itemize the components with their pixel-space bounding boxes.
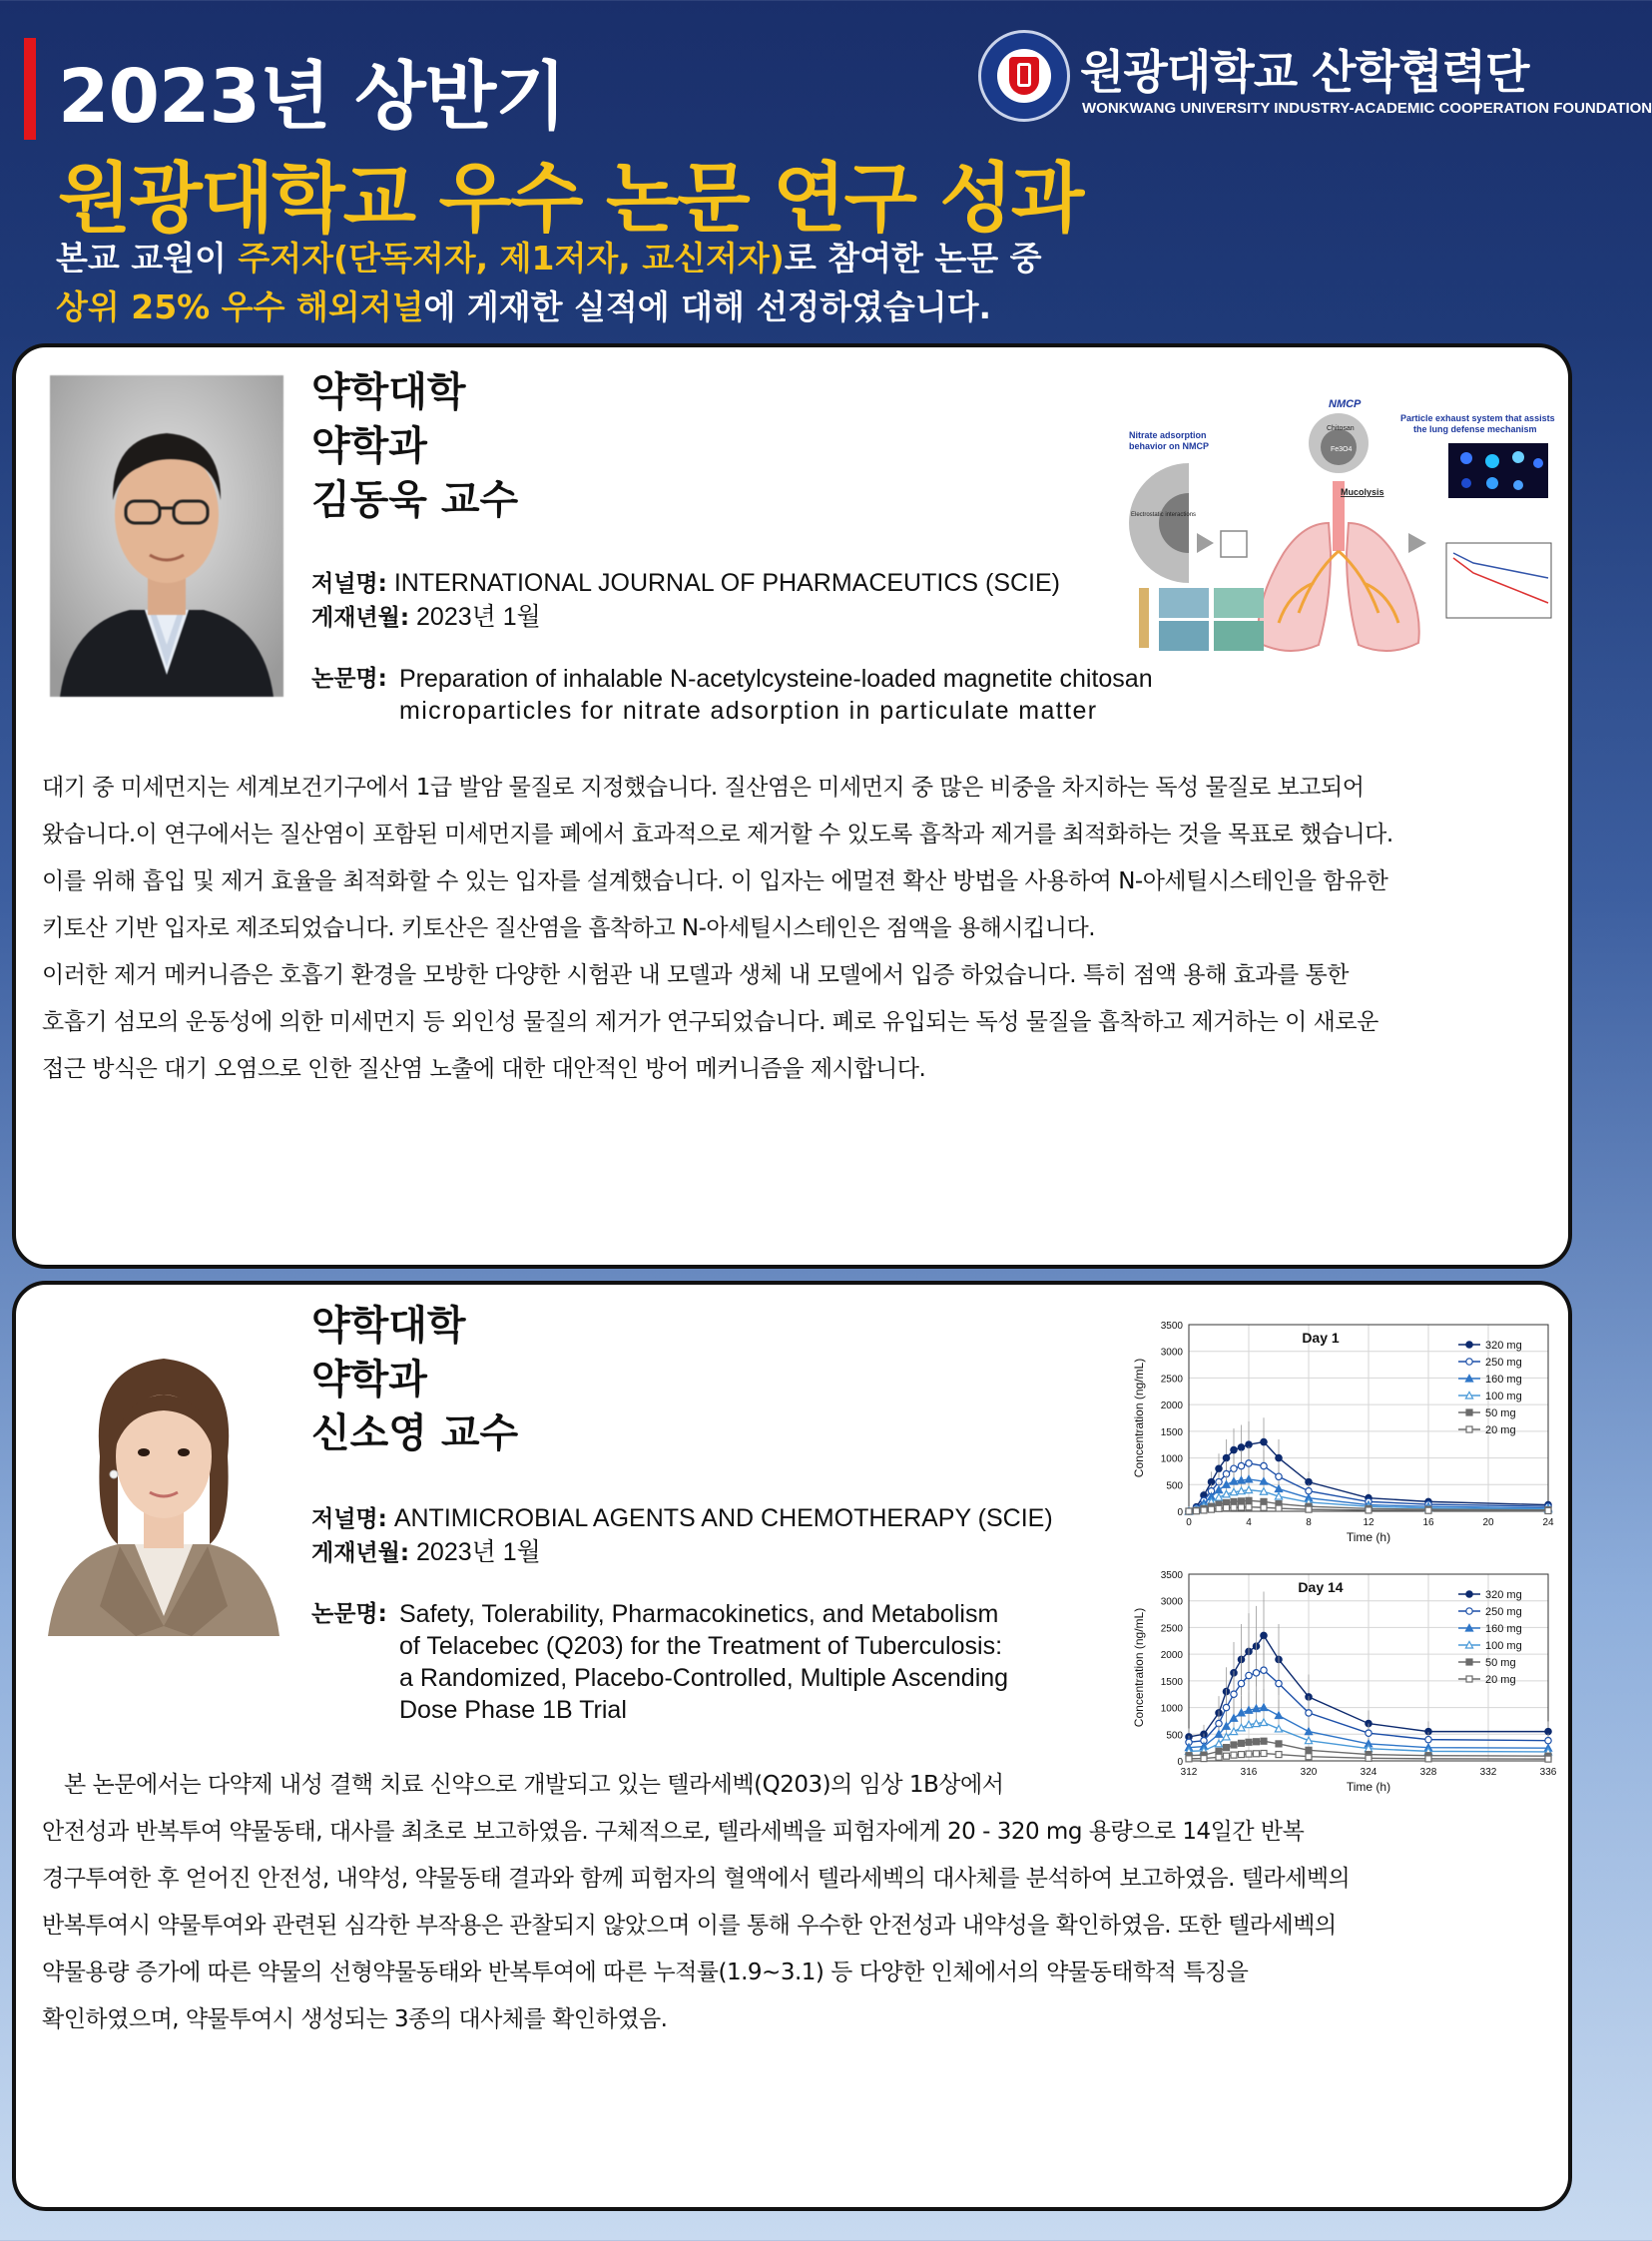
data-point [1246, 1460, 1252, 1466]
data-point [1246, 1751, 1252, 1757]
intro-line1-a: 본교 교원이 [56, 239, 239, 278]
date-label: 게재년월: [311, 1540, 410, 1566]
y-tick-label: 1500 [1160, 1426, 1183, 1438]
data-point [1545, 1737, 1551, 1743]
figure-chitosan-label: Chitosan [1327, 425, 1355, 432]
org-name-korean: 원광대학교 산학협력단 [1080, 45, 1529, 99]
paper-title-line: Safety, Tolerability, Pharmacokinetics, and Metabolism [399, 1600, 999, 1628]
legend-label: 50 mg [1485, 1657, 1516, 1669]
y-tick-label: 1000 [1160, 1703, 1183, 1715]
data-point [1261, 1751, 1267, 1757]
data-point [1239, 1752, 1245, 1758]
journal-label: 저널명: [311, 571, 387, 597]
professor-photo [50, 375, 283, 697]
intro-line2-highlight: 상위 25% 우수 해외저널 [56, 287, 424, 326]
y-tick-label: 3000 [1160, 1596, 1183, 1608]
date-label: 게재년월: [311, 605, 410, 631]
data-point [1231, 1752, 1237, 1758]
x-tick-label: 24 [1542, 1517, 1554, 1528]
paper-title-line: microparticles for nitrate adsorption in particulate matter [399, 697, 1098, 725]
journal-name: INTERNATIONAL JOURNAL OF PHARMACEUTICS (SCIE) [393, 569, 1060, 597]
legend-label: 20 mg [1485, 1674, 1516, 1686]
data-point [1246, 1739, 1252, 1745]
data-point [1201, 1507, 1207, 1513]
figure-fe3o4-label: Fe3O4 [1331, 446, 1353, 453]
y-tick-label: 1000 [1160, 1453, 1183, 1465]
data-point [1261, 1438, 1267, 1444]
professor-name: 신소영 교수 [311, 1410, 519, 1456]
data-point [1276, 1752, 1282, 1758]
data-point [1261, 1498, 1267, 1504]
pk-chart-svg [1109, 1309, 1558, 1818]
figure-left-heading-1: Nitrate adsorption [1129, 430, 1207, 440]
y-tick-label: 0 [1177, 1507, 1183, 1518]
legend-marker [1466, 1426, 1472, 1432]
x-tick-label: 20 [1482, 1517, 1494, 1528]
data-point [1545, 1507, 1551, 1513]
y-tick-label: 3500 [1160, 1570, 1183, 1581]
x-tick-label: 320 [1300, 1767, 1318, 1778]
pk-charts [1109, 1309, 1558, 1818]
x-axis-label: Time (h) [1346, 1530, 1391, 1544]
data-point [1231, 1446, 1237, 1452]
paper-title-line: of Telacebec (Q203) for the Treatment of Tuberculosis: [399, 1632, 1003, 1660]
data-point [1238, 1462, 1244, 1468]
intro-line2-b: 에 게재한 실적에 대해 선정하였습니다. [423, 287, 992, 326]
data-point [1223, 1454, 1229, 1460]
data-point [1261, 1504, 1267, 1510]
figure-title: NMCP [1329, 398, 1362, 410]
x-tick-label: 8 [1306, 1517, 1312, 1528]
x-axis-label: Time (h) [1346, 1780, 1391, 1794]
legend-marker [1466, 1359, 1472, 1365]
y-tick-label: 0 [1177, 1757, 1183, 1768]
data-point [1425, 1756, 1431, 1762]
x-tick-label: 328 [1419, 1767, 1437, 1778]
summary-line: 반복투여시 약물투여와 관련된 심각한 부작용은 관찰되지 않았으며 이를 통해 우수한 안전성과 내약성을 확인하였음. 또한 텔라세벡의 [42, 1913, 1337, 1939]
data-point [1305, 1728, 1312, 1735]
summary-line: 약물용량 증가에 따른 약물의 선형약물동태와 반복투여에 따른 누적률(1.9~3.1) 등 다양한 인체에서의 약물동태학적 특징을 [42, 1960, 1249, 1985]
data-point [1254, 1739, 1260, 1745]
summary-line: 경구투여한 후 얻어진 안전성, 내약성, 약물동태 결과와 함께 피험자의 혈액에서 텔라세벡의 대사체를 분석하여 보고하였음. 텔라세벡의 [42, 1866, 1351, 1892]
figure-right-heading-2: the lung defense mechanism [1413, 424, 1537, 434]
data-point [1238, 1444, 1244, 1450]
data-point [1254, 1751, 1260, 1757]
university-logo-icon [978, 30, 1070, 122]
data-point [1306, 1754, 1312, 1760]
legend-label: 160 mg [1485, 1374, 1522, 1386]
figure-right-heading-1: Particle exhaust system that assists [1400, 413, 1555, 423]
college-name: 약학대학 [311, 369, 466, 415]
data-point [1215, 1494, 1222, 1501]
publication-meta [311, 1502, 1053, 1570]
department-name: 약학과 [311, 1357, 427, 1402]
y-axis-label: Concentration (ng/mL) [1132, 1358, 1146, 1478]
paper-title-line: Dose Phase 1B Trial [399, 1696, 627, 1724]
professor-name: 김동욱 교수 [311, 477, 519, 523]
data-point [1231, 1691, 1237, 1697]
summary-line: 확인하였으며, 약물투여시 생성되는 3종의 대사체를 확인하였음. [42, 2006, 668, 2032]
data-point [1239, 1740, 1245, 1746]
x-tick-label: 336 [1539, 1767, 1557, 1778]
intro-line1-highlight: 주저자(단독저자, 제1저자, 교신저자) [238, 239, 785, 278]
research-card-1 [12, 343, 1572, 1269]
data-point [1246, 1672, 1252, 1678]
y-tick-label: 500 [1166, 1730, 1183, 1742]
y-tick-label: 3500 [1160, 1321, 1183, 1332]
data-point [1186, 1756, 1192, 1762]
y-tick-label: 3000 [1160, 1347, 1183, 1359]
data-point [1275, 1712, 1282, 1719]
summary-line: 안전성과 반복투여 약물동태, 대사를 최초로 보고하였음. 구체적으로, 텔라세벡을 피험자에게 20 - 320 mg 용량으로 14일간 반복 [42, 1819, 1305, 1845]
x-tick-label: 332 [1479, 1767, 1497, 1778]
data-point [1224, 1745, 1230, 1751]
research-summary [42, 765, 1393, 1093]
data-point [1276, 1741, 1282, 1747]
legend-marker [1466, 1342, 1472, 1348]
college-name: 약학대학 [311, 1303, 466, 1349]
paper-label: 논문명: [311, 666, 387, 692]
summary-line: 호흡기 섬모의 운동성에 의한 미세먼지 등 외인성 물질의 제거가 연구되었습니다. 폐로 유입되는 독성 물질을 흡착하고 제거하는 이 새로운 [42, 1009, 1378, 1035]
data-point [1224, 1505, 1230, 1511]
data-point [1230, 1728, 1237, 1735]
intro-text [56, 234, 1041, 331]
data-point [1216, 1505, 1222, 1511]
data-point [1306, 1506, 1312, 1512]
paper-label: 논문명: [311, 1601, 387, 1627]
data-point [1306, 1747, 1312, 1753]
publication-date: 2023년 1월 [416, 603, 541, 631]
page-title: 원광대학교 우수 논문 연구 성과 [58, 154, 1083, 243]
legend-label: 100 mg [1485, 1391, 1522, 1402]
data-point [1261, 1738, 1267, 1744]
data-point [1366, 1755, 1372, 1761]
summary-line: 대기 중 미세먼지는 세계보건기구에서 1급 발암 물질로 지정했습니다. 질산염은 미세먼지 중 많은 비중을 차지하는 독성 물질로 보고되어 [42, 775, 1365, 801]
journal-label: 저널명: [311, 1506, 387, 1532]
data-point [1261, 1667, 1267, 1673]
data-point [1216, 1754, 1222, 1760]
data-point [1209, 1506, 1215, 1512]
data-point [1261, 1462, 1267, 1468]
x-tick-label: 312 [1180, 1767, 1198, 1778]
data-point [1261, 1632, 1267, 1638]
y-tick-label: 2500 [1160, 1374, 1183, 1386]
summary-line: 키토산 기반 입자로 제조되었습니다. 키토산은 질산염을 흡착하고 N-아세틸시스테인은 점액을 용해시킵니다. [42, 915, 1096, 941]
data-point [1216, 1748, 1222, 1754]
paper-title-line: a Randomized, Placebo-Controlled, Multiple Ascending [399, 1664, 1009, 1692]
legend-label: 160 mg [1485, 1623, 1522, 1635]
legend-marker [1466, 1608, 1472, 1614]
x-tick-label: 4 [1246, 1517, 1252, 1528]
intro-line1-b: 로 참여한 논문 중 [784, 239, 1042, 278]
data-point [1366, 1507, 1372, 1513]
figure-electrostatic-label: Electrostatic interactions [1131, 512, 1197, 518]
legend-label: 320 mg [1485, 1589, 1522, 1601]
data-point [1253, 1670, 1259, 1676]
data-point [1275, 1725, 1282, 1732]
y-tick-label: 500 [1166, 1480, 1183, 1492]
data-point [1194, 1508, 1200, 1514]
chart-title: Day 14 [1298, 1579, 1344, 1595]
data-point [1545, 1756, 1551, 1762]
publication-meta [311, 567, 1060, 635]
data-point [1246, 1497, 1252, 1503]
figure-left-heading-2: behavior on NMCP [1129, 441, 1210, 451]
legend-label: 50 mg [1485, 1407, 1516, 1419]
data-point [1231, 1465, 1237, 1471]
x-tick-label: 0 [1186, 1517, 1192, 1528]
data-point [1276, 1680, 1282, 1686]
data-point [1238, 1724, 1245, 1731]
data-point [1231, 1742, 1237, 1748]
x-tick-label: 324 [1360, 1767, 1377, 1778]
legend-label: 320 mg [1485, 1340, 1522, 1352]
x-tick-label: 16 [1422, 1517, 1434, 1528]
research-card-2 [12, 1281, 1572, 2211]
research-summary-continued [42, 1809, 1350, 2043]
y-tick-label: 2500 [1160, 1623, 1183, 1635]
data-point [1201, 1756, 1207, 1762]
professor-info [311, 365, 518, 527]
figure-mucolysis-label: Mucolysis [1341, 487, 1384, 497]
data-point [1306, 1710, 1312, 1716]
data-point [1224, 1753, 1230, 1759]
paper-title-block [311, 1598, 1130, 1728]
research-summary [64, 1762, 1003, 1809]
data-point [1186, 1508, 1192, 1514]
data-point [1231, 1504, 1237, 1510]
paper-title-block [311, 663, 1310, 729]
data-point [1276, 1505, 1282, 1511]
title-accent-bar [24, 38, 36, 140]
professor-photo [40, 1307, 287, 1636]
legend-marker [1466, 1676, 1472, 1682]
data-point [1223, 1704, 1229, 1710]
data-point [1231, 1498, 1237, 1504]
summary-line: 이를 위해 흡입 및 제거 효율을 최적화할 수 있는 입자를 설계했습니다. 이 입자는 에멀젼 확산 방법을 사용하여 N-아세틸시스테인을 함유한 [42, 868, 1388, 894]
summary-line: 본 논문에서는 다약제 내성 결핵 치료 신약으로 개발되고 있는 텔라세벡(Q203)의 임상 1B상에서 [64, 1772, 1004, 1798]
data-point [1425, 1736, 1431, 1742]
publication-date: 2023년 1월 [416, 1538, 541, 1566]
legend-label: 100 mg [1485, 1640, 1522, 1652]
data-point [1275, 1485, 1282, 1492]
x-tick-label: 316 [1240, 1767, 1258, 1778]
data-point [1238, 1680, 1244, 1686]
legend-label: 250 mg [1485, 1357, 1522, 1369]
y-tick-label: 1500 [1160, 1676, 1183, 1688]
data-point [1276, 1454, 1282, 1460]
data-point [1246, 1504, 1252, 1510]
data-point [1425, 1507, 1431, 1513]
legend-label: 20 mg [1485, 1424, 1516, 1436]
y-tick-label: 2000 [1160, 1650, 1183, 1662]
org-name-english: WONKWANG UNIVERSITY INDUSTRY-ACADEMIC COOPERATION FOUNDATION [1082, 100, 1652, 117]
legend-marker [1466, 1591, 1472, 1597]
data-point [1239, 1498, 1245, 1504]
legend-marker [1466, 1409, 1472, 1415]
data-point [1216, 1465, 1222, 1471]
legend-marker [1466, 1659, 1472, 1665]
y-axis-label: Concentration (ng/mL) [1132, 1607, 1146, 1728]
data-point [1276, 1473, 1282, 1479]
professor-info [311, 1299, 518, 1460]
page-title-year: 2023년 상반기 [58, 54, 566, 140]
graphical-abstract [1109, 383, 1558, 663]
x-tick-label: 12 [1363, 1517, 1375, 1528]
summary-line: 접근 방식은 대기 오염으로 인한 질산염 노출에 대한 대안적인 방어 메커니즘을 제시합니다. [42, 1056, 926, 1082]
chart-title: Day 1 [1302, 1330, 1340, 1346]
department-name: 약학과 [311, 423, 427, 469]
summary-line: 이러한 제거 메커니즘은 호흡기 환경을 모방한 다양한 시험관 내 모델과 생체 내 모델에서 입증 하었습니다. 특히 점액 용해 효과를 통한 [42, 962, 1349, 988]
legend-label: 250 mg [1485, 1606, 1522, 1618]
data-point [1239, 1504, 1245, 1510]
data-point [1366, 1730, 1372, 1736]
summary-line: 왔습니다.이 연구에서는 질산염이 포함된 미세먼지를 폐에서 효과적으로 제거할 수 있도록 흡착과 제거를 최적화하는 것을 목표로 했습니다. [42, 822, 1393, 847]
y-tick-label: 2000 [1160, 1401, 1183, 1412]
journal-name: ANTIMICROBIAL AGENTS AND CHEMOTHERAPY (SCIE) [393, 1504, 1053, 1532]
paper-title-line: Preparation of inhalable N-acetylcysteine-loaded magnetite chitosan [399, 665, 1153, 693]
